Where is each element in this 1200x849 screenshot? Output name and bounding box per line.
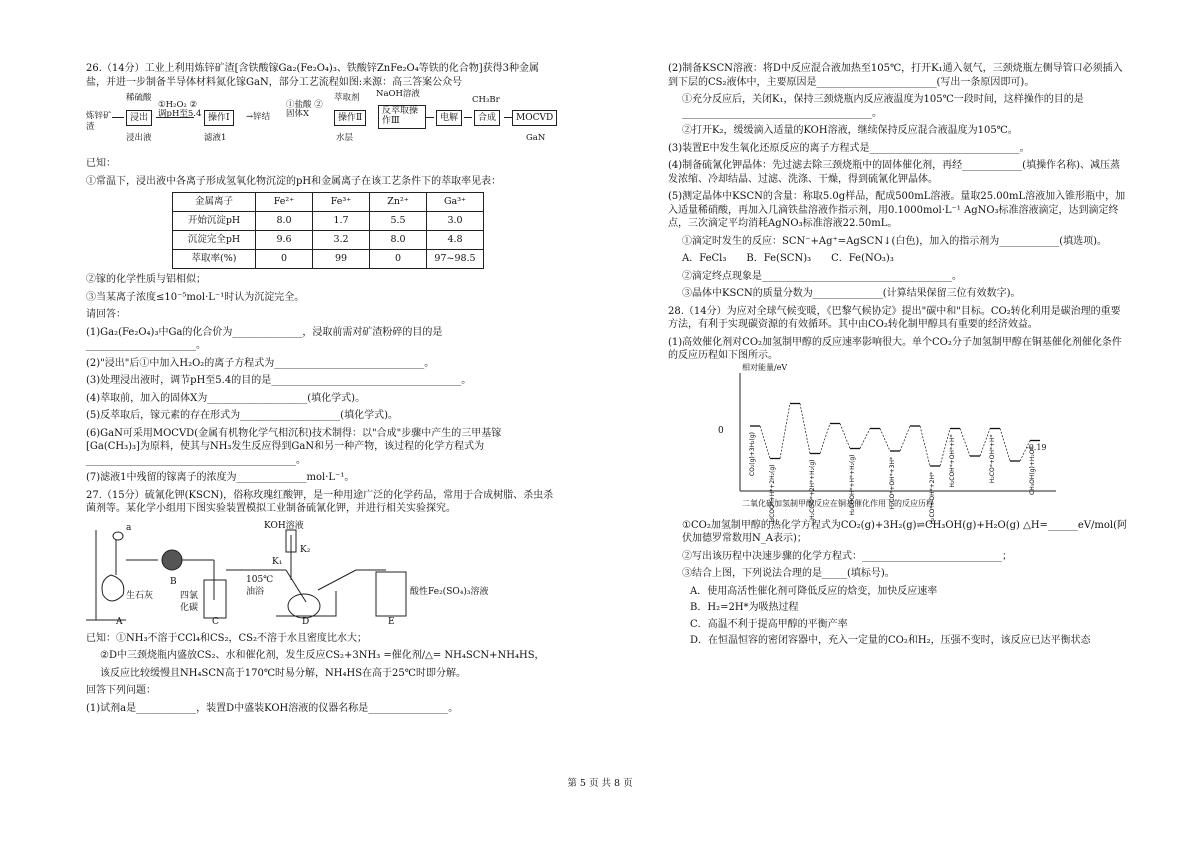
table-cell: 8.0: [256, 212, 313, 231]
flow-water-layer: 水层: [336, 133, 354, 143]
flow-zinc: →锌结: [246, 112, 271, 122]
q26-s2: (2)"浸出"后①中加入H₂O₂的离子方程式为______________________________。: [86, 357, 435, 369]
flow-back-extract: 反萃取操作Ⅲ: [378, 105, 426, 129]
q28-s1c: ③结合上图，下列说法合理的是_____(填标号)。: [682, 568, 895, 579]
table-cell: 3.0: [427, 212, 484, 231]
table-row: [173, 212, 484, 231]
table-cell: 0: [256, 250, 313, 269]
table-cell: 萃取率(%): [173, 250, 256, 269]
app-label-a: a: [126, 522, 132, 533]
q28-option-c: C．高温不利于提高甲醇的平衡产率: [690, 618, 848, 630]
q27-ask: 回答下列问题：: [86, 685, 156, 696]
q28-s1: (1)高效催化剂对CO₂加氢制甲醇的反应速率影响很大。单个CO₂分子加氢制甲醇在铜基催化剂催化条件的反应历程如下图所示。: [668, 336, 1122, 361]
q28-s1a: ①CO₂加氢制甲醇的热化学方程式为CO₂(g)+3H₂(g)⇌CH₃OH(g)+H₂O(g) △H=______eV/mol(阿伏加德罗常数用N_A表示)；: [682, 519, 1128, 544]
energy-connector: [900, 426, 910, 451]
q27-s1: (1)试剂a是____________，装置D中盛装KOH溶液的仪器名称是________________。: [86, 702, 459, 714]
chart-caption: 二氧化碳加氢制甲醇反应在铜基催化作用下的反应历程: [742, 498, 934, 508]
q28-s1b: ②写出该历程中决速步骤的化学方程式：____________________________；: [682, 550, 1012, 562]
table-row: [173, 250, 484, 269]
app-label-ccl4: 四氯化碳: [180, 590, 199, 613]
energy-connector: [820, 423, 830, 453]
flow-electrolysis: 电解: [436, 110, 462, 126]
q27-s5: (5)测定晶体中KSCN的含量：称取5.0g样品，配成500mL溶液。量取25.00mL溶液加入锥形瓶中，加入适量稀硝酸，再加入几滴铁盐溶液作指示剂，用0.1000mol·L⁻¹ AgNO₃标准溶液滴定，达到滴定终点，三次滴定平均消耗AgNO₃标准溶液22.50mL。: [668, 191, 1126, 229]
app-label-b: B: [170, 576, 177, 587]
q27-intro: 27.（15分）硫氰化钾(KSCN)，俗称玫瑰红酸钾，是一种用途广泛的化学药品，常用于合成树脂、杀虫杀菌剂等。某化学小组用下图实验装置模拟工业制备硫氰化钾，并进行相关实验探究。: [86, 489, 554, 514]
app-label-fe: 酸性Fe₂(SO₄)₃溶液: [410, 586, 489, 597]
table-cell: 3.2: [313, 231, 370, 250]
table-cell: 0: [370, 250, 427, 269]
right-column: [668, 62, 1128, 651]
q26-s5: (5)反萃取后，镓元素的存在形式为____________________(填化学式)。: [86, 410, 398, 421]
table-cell: 97~98.5: [427, 250, 484, 269]
q27-s4: (4)制备硫氰化钾晶体：先过滤去除三颈烧瓶中的固体催化剂，再经____________(填操作名称)、减压蒸发浓缩、冷却结晶、过滤、洗涤、干燥，得到硫氰化钾晶体。: [668, 160, 1120, 185]
q27-s2: (2)制备KSCN溶液：将D中反应混合液加热至105℃，打开K₁通入氨气，三颈烧瓶左侧导管口必须插入到下层的CS₂液体中，主要原因是________________________(写出一条原因即可)。: [668, 63, 1123, 88]
species-label: H₂COH*+OH*+H*: [949, 434, 956, 488]
flow-gan: GaN: [526, 133, 546, 143]
species-label: HCOO*+H*+2H₂(g): [769, 464, 776, 522]
q27-s5b: ②滴定终点现象是______________________________________。: [682, 270, 962, 282]
species-label: H₂CO*+OH*+H*: [989, 434, 996, 483]
flow-naoh: NaOH溶液: [376, 89, 420, 99]
table-header-cell: Ga³⁺: [427, 193, 484, 212]
q27-known2: ②D中三颈烧瓶内盛放CS₂、水和催化剂，发生反应CS₂+3NH₃ =催化剂/△= NH₄SCN+NH₄HS，: [100, 650, 545, 661]
energy-profile-chart: [718, 362, 1058, 524]
energy-connector: [920, 426, 930, 466]
flow-leach-liquid: 浸出液: [126, 133, 152, 143]
app-label-k2: K₂: [300, 544, 311, 555]
species-label: CO₂(g)+3H₂(g): [749, 431, 756, 476]
energy-connector: [960, 428, 970, 456]
energy-connector: [860, 428, 870, 448]
q26-known2: ②镓的化学性质与铝相似；: [86, 274, 206, 285]
app-label-bath: 105℃油浴: [246, 574, 274, 597]
table-header-cell: 金属离子: [173, 193, 256, 212]
left-column: [86, 62, 554, 719]
app-label-lime: 生石灰: [126, 590, 154, 601]
table-cell: 4.8: [427, 231, 484, 250]
flow-op1: 操作Ⅰ: [204, 110, 234, 126]
flow-extract-agent: 萃取剂: [334, 93, 360, 103]
energy-connector: [800, 403, 810, 453]
chart-ylabel: 相对能量/eV: [742, 362, 788, 372]
q28-intro: 28.（14分）为应对全球气候变暖，《巴黎气候协定》提出"碳中和"目标。CO₂转化利用是碳治理的重要方法，有利于实现碳资源的有效循环。其中由CO₂转化制甲醇具有重要的经济效益。: [668, 305, 1121, 330]
table-cell: 开始沉淀pH: [173, 212, 256, 231]
table-header-cell: Fe³⁺: [313, 193, 370, 212]
q26-ask: 请回答：: [86, 309, 126, 320]
q27-s5a: ①滴定时发生的反应：SCN⁻+Ag⁺=AgSCN↓(白色)，加入的指示剂为____________(填选项)。: [682, 235, 1108, 247]
q27-s2a: ①充分反应后，关闭K₁，保持三颈烧瓶内反应液温度为105℃一段时间，这样操作的目的是______________________________________。: [682, 94, 1084, 119]
species-label: H₂COO*+2H*+H₂(g): [809, 459, 816, 520]
flow-ch3br: CH₃Br: [472, 95, 500, 105]
q28-option-a: A．使用高活性催化剂可降低反应的焓变，加快反应速率: [690, 585, 938, 597]
page-footer: 第 5 页 共 8 页: [567, 778, 633, 789]
flow-residue1: 滤液1: [204, 133, 227, 143]
species-label: CH₃OH(g)+H₂O*: [1029, 446, 1036, 495]
flow-op2: 操作Ⅱ: [334, 110, 366, 126]
chart-zero-label: 0: [718, 425, 724, 436]
q26-flowchart: [86, 89, 554, 155]
app-label-A: A: [116, 616, 123, 627]
q26-intro: 26.（14分）工业上利用炼锌矿渣[含铁酸镓Ga₂(Fe₂O₄)₃、铁酸锌ZnFe₂O₄等铁的化合物]获得3种金属盐，并进一步制备半导体材料氮化镓GaN，部分工艺流程如图:来源：高三答案公众号: [86, 63, 540, 88]
species-label: H₂CO*+OH*+3H*: [889, 456, 896, 509]
q26-known-label: 已知：: [86, 158, 116, 169]
energy-connector: [780, 403, 790, 458]
flow-start: 炼锌矿渣: [86, 111, 112, 133]
q26-s4: (4)萃取前，加入的固体X为____________________(填化学式)。: [86, 392, 366, 404]
species-label: H₂COOH*+H*+H₂(g): [849, 454, 856, 516]
energy-connector: [840, 423, 850, 448]
table-cell: 99: [313, 250, 370, 269]
app-label-E: E: [388, 616, 395, 627]
app-label-koh: KOH溶液: [264, 520, 304, 531]
q28-option-d: D．在恒温恒容的密闭容器中，充入一定量的CO₂和H₂，压强不变时，该反应已达平衡状态: [690, 635, 1091, 646]
q27-known1: 已知：①NH₃不溶于CCl₄和CS₂，CS₂不溶于水且密度比水大；: [86, 632, 368, 644]
q26-s3: (3)处理浸出液时，调节pH至5.4的目的是______________________________________。: [86, 375, 472, 386]
species-label: H₂CO*+OH*+2H*: [929, 471, 936, 524]
flow-step1-reagents: ①H₂O₂ ②调pH至5.4: [158, 100, 202, 120]
q27-apparatus-diagram: [86, 520, 554, 628]
flow-synth: 合成: [474, 110, 500, 126]
q26-s6: (6)GaN可采用MOCVD(金属有机物化学气相沉积)技术制得：以"合成"步骤中产生的三甲基镓[Ga(CH₃)₃]为原料，使其与NH₃发生反应得到GaN和另一种产物，该过程的化学方程式为__________________________________________。: [86, 427, 502, 466]
table-cell: 沉淀完全pH: [173, 231, 256, 250]
app-label-C: C: [212, 616, 219, 627]
q27-s5-options: A．FeCl₃ B．Fe(SCN)₃ C．Fe(NO₃)₃: [682, 253, 894, 264]
q26-s7: (7)滤液1中残留的镓离子的浓度为______________mol·L⁻¹。: [86, 472, 355, 483]
q27-known3: 该反应比较缓慢且NH₄SCN高于170℃时易分解，NH₄HS在高于25℃时即分解。: [100, 667, 466, 679]
app-label-D: D: [302, 616, 310, 627]
q26-s1: (1)Ga₂(Fe₂O₄)₃中Ga的化合价为______________，浸取前需对矿渣粉碎的目的是______________________。: [86, 326, 443, 351]
energy-connector: [880, 428, 890, 451]
q27-s5c: ③晶体中KSCN的质量分数为______________(计算结果保留三位有效数字)。: [682, 288, 1021, 299]
flow-mocvd: MOCVD: [512, 110, 557, 126]
table-header-row: [173, 193, 484, 212]
apparatus-svg: [86, 520, 554, 628]
extraction-table: [172, 192, 484, 269]
table-row: [173, 231, 484, 250]
table-cell: 5.5: [370, 212, 427, 231]
table-cell: 1.7: [313, 212, 370, 231]
q28-option-b: B．H₂=2H*为吸热过程: [690, 602, 799, 613]
flow-leach: 浸出: [126, 110, 152, 126]
table-cell: 8.0: [370, 231, 427, 250]
q26-known3: ③当某离子浓度≤10⁻⁵mol·L⁻¹时认为沉淀完全。: [86, 291, 305, 303]
q26-known1: ①常温下，浸出液中各离子形成氢氧化物沉淀的pH和金属离子在该工艺条件下的萃取率见表：: [86, 175, 502, 187]
q27-s2b: ②打开K₂，缓缓滴入适量的KOH溶液，继续保持反应混合液温度为105℃。: [682, 125, 1018, 136]
energy-connector: [760, 426, 770, 459]
table-cell: 9.6: [256, 231, 313, 250]
flow-acid: 稀硫酸: [126, 93, 152, 103]
flow-step2-reagents: ①盐酸 ②固体X: [286, 100, 323, 120]
app-label-k1: K₁: [272, 556, 283, 567]
table-header-cell: Zn²⁺: [370, 193, 427, 212]
q27-s3: (3)装置E中发生氧化还原反应的离子方程式是______________________________。: [668, 142, 1030, 154]
table-header-cell: Fe²⁺: [256, 193, 313, 212]
chart-end-value: -0.19: [1026, 442, 1047, 452]
energy-connector: [1000, 428, 1010, 461]
